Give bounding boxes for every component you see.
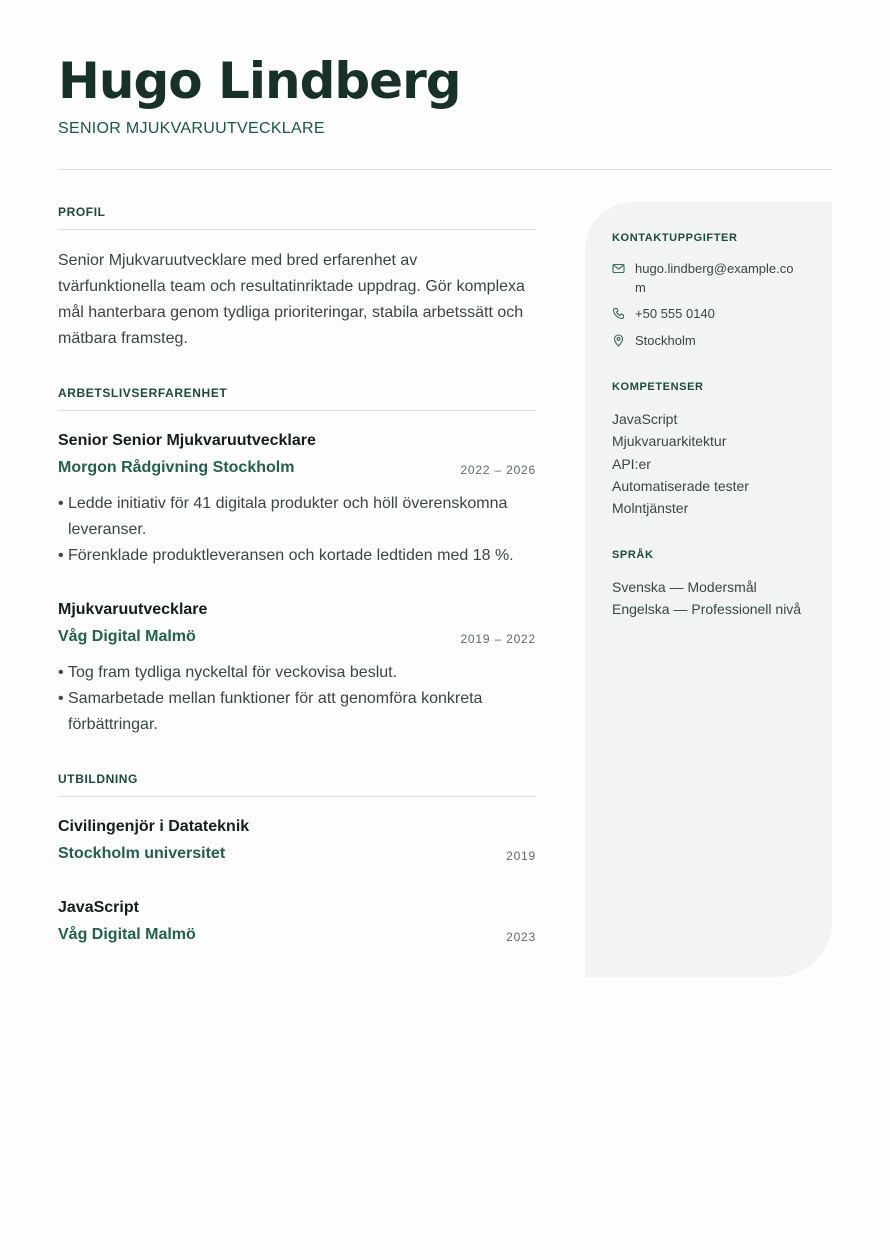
job-bullets xyxy=(58,491,540,569)
job-bullet: • Samarbetade mellan funktioner för att genomföra konkreta förbättringar. xyxy=(58,686,540,738)
job-bullet: • Tog fram tydliga nyckeltal för veckovisa beslut. xyxy=(58,660,540,686)
phone-icon xyxy=(612,307,625,320)
education-year: 2023 xyxy=(506,930,536,944)
languages-heading: SPRÅK xyxy=(612,549,654,561)
job-title: SENIOR MJUKVARUUTVECKLARE xyxy=(58,120,325,137)
education-year: 2019 xyxy=(506,849,536,863)
skill-item: JavaScript xyxy=(612,411,678,427)
job-company: Morgon Rådgivning Stockholm xyxy=(58,459,295,476)
skills-list xyxy=(612,408,749,519)
candidate-name: Hugo Lindberg xyxy=(58,52,461,110)
job-role: Senior Senior Mjukvaruutvecklare xyxy=(58,432,316,449)
profile-divider xyxy=(58,229,536,230)
experience-heading: ARBETSLIVSERFARENHET xyxy=(58,386,228,400)
skill-item: Molntjänster xyxy=(612,500,689,517)
experience-divider xyxy=(58,410,536,411)
job-bullets xyxy=(58,660,540,738)
location-pin-icon xyxy=(612,334,625,347)
skill-item: Mjukvaruarkitektur xyxy=(612,433,727,450)
language-item: Engelska — Professionell nivå xyxy=(612,601,802,618)
location-text: Stockholm xyxy=(635,333,696,348)
education-divider xyxy=(58,796,536,797)
email-text[interactable]: hugo.lindberg@example.com xyxy=(635,261,794,295)
profile-text: Senior Mjukvaruutvecklare med bred erfarenhet av tvärfunktionella team och resultatinriktade uppdrag. Gör komplexa mål hanterbara genom tydliga prioriteringar, stabila arbetssätt och mätbara framsteg. xyxy=(58,252,525,347)
job-company: Våg Digital Malmö xyxy=(58,628,196,645)
sidebar xyxy=(585,202,832,977)
education-school: Stockholm universitet xyxy=(58,845,226,862)
contact-heading: KONTAKTUPPGIFTER xyxy=(612,232,738,244)
skill-item: API:er xyxy=(612,455,651,472)
education-heading: UTBILDNING xyxy=(58,772,138,786)
languages-list xyxy=(612,576,801,621)
language-item: Svenska — Modersmål xyxy=(612,579,757,595)
header-divider xyxy=(58,169,832,170)
contact-location xyxy=(612,331,812,350)
job-dates: 2019 – 2022 xyxy=(460,632,536,646)
profile-heading: PROFIL xyxy=(58,205,106,219)
job-dates: 2022 – 2026 xyxy=(460,463,536,477)
phone-text[interactable]: +50 555 0140 xyxy=(635,306,715,321)
job-bullet: • Förenklade produktleveransen och kortade ledtiden med 18 %. xyxy=(58,543,540,569)
skills-heading: KOMPETENSER xyxy=(612,381,704,393)
education-degree: Civilingenjör i Datateknik xyxy=(58,818,250,835)
education-degree: JavaScript xyxy=(58,899,139,916)
contact-email xyxy=(612,259,812,297)
mail-icon xyxy=(612,262,625,275)
job-role: Mjukvaruutvecklare xyxy=(58,601,208,618)
contact-phone xyxy=(612,304,812,323)
education-school: Våg Digital Malmö xyxy=(58,926,196,943)
skill-item: Automatiserade tester xyxy=(612,477,749,494)
job-bullet: • Ledde initiativ för 41 digitala produkter och höll överenskomna leveranser. xyxy=(58,491,540,543)
